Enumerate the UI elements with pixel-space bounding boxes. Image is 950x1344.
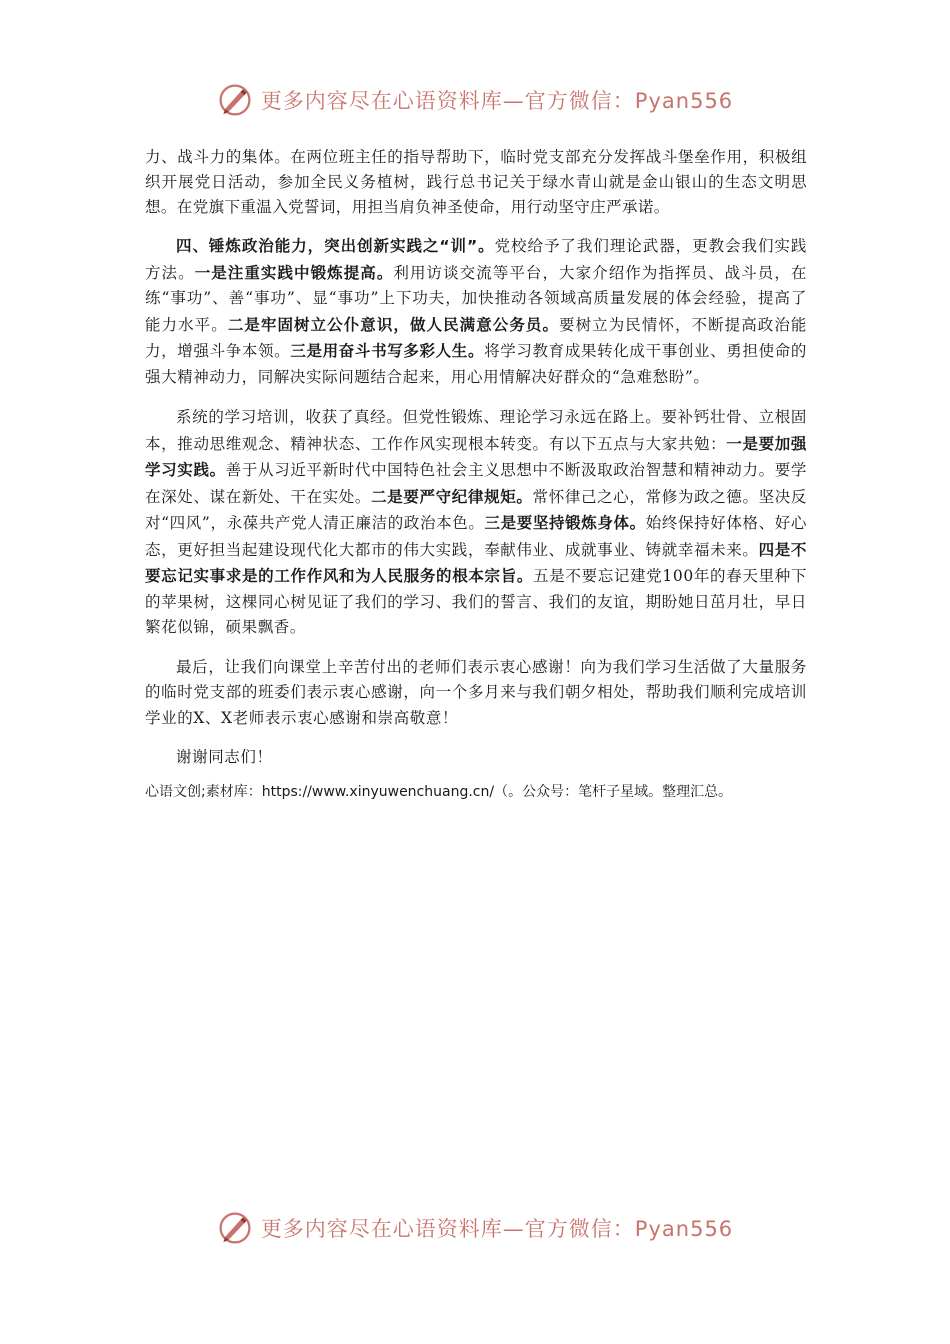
bold-point: 三是用奋斗书写多彩人生。 bbox=[290, 341, 485, 360]
text-run: 要树立为民情怀，不断提高政治能力，增强斗争本领。 bbox=[145, 315, 807, 360]
header-watermark bbox=[0, 82, 950, 118]
text-run: 五是不要忘记建党100年的春天里种下的苹果树，这棵同心树见证了我们的学习、我们的誓言、我们的友谊，期盼她日茁月壮，早日繁花似锦，硕果飘香。 bbox=[145, 567, 808, 636]
footer-watermark bbox=[0, 1210, 950, 1246]
bold-point: 三是要坚持锻炼身体。 bbox=[484, 513, 646, 532]
text-run: 善于从习近平新时代中国特色社会主义思想中不断汲取政治智慧和精神动力。要学在深处、谋在新处、干在实处。 bbox=[145, 461, 807, 506]
text-run: 系统的学习培训，收获了真经。但党性锻炼、理论学习永远在路上。要补钙壮骨、立根固本，推动思维观念、精神状态、工作作风实现根本转变。有以下五点与大家共勉： bbox=[145, 408, 807, 453]
text-run: 党校给予了我们理论武器，更教会我们实践方法。 bbox=[145, 237, 807, 282]
text-run: 常怀律己之心，常修为政之德。坚决反对“四风”，永葆共产党人清正廉洁的政治本色。 bbox=[145, 487, 807, 532]
bold-point: 一是要加强学习实践。 bbox=[145, 433, 807, 479]
text-run: 始终保持好体格、好心态，更好担当起建设现代化大都市的伟大实践，奉献伟业、成就事业、铸就幸福未来。 bbox=[145, 514, 807, 559]
paragraph-five-points bbox=[145, 405, 807, 641]
bold-point: 二是牢固树立公仆意识，做人民满意公务员。 bbox=[227, 314, 560, 334]
document-body bbox=[145, 145, 807, 803]
bold-point: 四是不要忘记实事求是的工作作风和为人民服务的根本宗旨。 bbox=[145, 539, 807, 585]
section-heading: 四、锤炼政治能力，突出创新实践之“训”。 bbox=[176, 237, 495, 255]
bold-point: 二是要严守纪律规矩。 bbox=[371, 486, 533, 506]
text-run: 将学习教育成果转化成干事创业、勇担使命的强大精神动力，同解决实际问题结合起来，用心用情解决好群众的“急难愁盼”。 bbox=[145, 342, 807, 386]
paragraph-closing: 谢谢同志们！ bbox=[176, 748, 273, 766]
text-run: 利用访谈交流等平台，大家介绍作为指挥员、战斗员，在练“事功”、善“事功”、显“事功”上下功夫，加快推动各领域高质量发展的体会经验，提高了能力水平。 bbox=[145, 263, 807, 334]
watermark-text: 更多内容尽在心语资料库—官方微信：Pyan556 bbox=[260, 1217, 734, 1241]
bold-point: 一是注重实践中锻炼提高。 bbox=[194, 262, 394, 282]
watermark-text: 更多内容尽在心语资料库—官方微信：Pyan556 bbox=[260, 89, 734, 113]
paragraph-thanks: 最后，让我们向课堂上辛苦付出的老师们表示衷心感谢！向为我们学习生活做了大量服务的临时党支部的班委们表示衷心感谢，向一个多月来与我们朝夕相处，帮助我们顺利完成培训学业的X、X老师表示衷心感谢和崇高敬意！ bbox=[145, 657, 807, 727]
pen-logo-icon bbox=[217, 1210, 253, 1246]
paragraph-section-four bbox=[145, 234, 807, 390]
source-line: 心语文创;素材库：https://www.xinyuwenchuang.cn/（。公众号：笔杆子星域。整理汇总。 bbox=[145, 783, 733, 800]
pen-logo-icon bbox=[217, 82, 253, 118]
paragraph-1: 力、战斗力的集体。在两位班主任的指导帮助下，临时党支部充分发挥战斗堡垒作用，积极组织开展党日活动，参加全民义务植树，践行总书记关于绿水青山就是金山银山的生态文明思想。在党旗下重温入党誓词，用担当肩负神圣使命，用行动坚守庄严承诺。 bbox=[145, 148, 807, 216]
